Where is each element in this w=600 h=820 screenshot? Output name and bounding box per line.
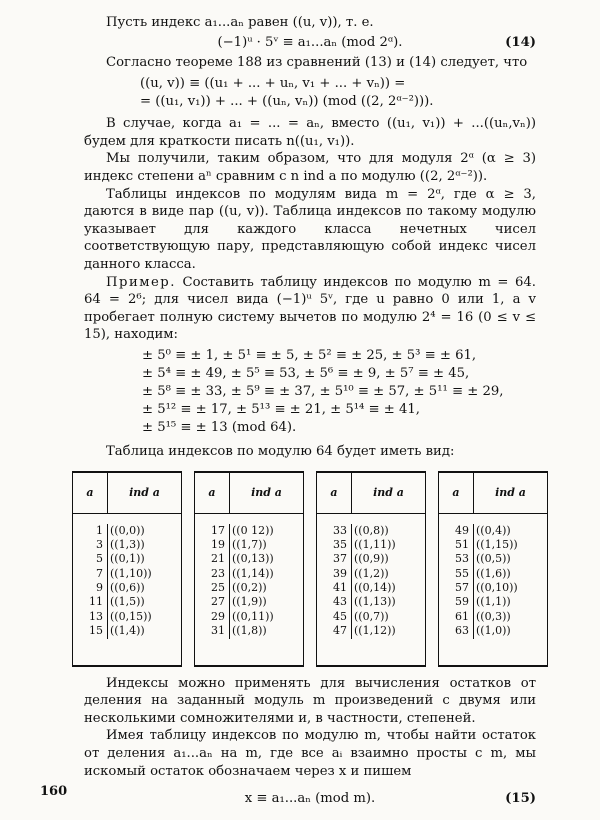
table-cell-a: 25 <box>211 581 225 595</box>
table-cell-a: 3 <box>96 537 103 551</box>
tables-paragraph: Таблицы индексов по модулям вида m = 2ᵅ, где α ≥ 3, даются в виде пар ((u, v)). Таблица индексов по такому модулю указывает для каждого класса нечетных чисел соответствующую пару, представляющую собой индекс чисел данного класса. <box>84 186 536 272</box>
case-paragraph: В случае, когда a₁ = ... = aₙ, вместо ((u₁, v₁)) + ...((uₙ,vₙ)) будем для краткости писать n((u₁, v₁)). <box>84 116 536 149</box>
a-column <box>195 524 229 639</box>
table-cell-a: 49 <box>455 523 469 537</box>
residues-block <box>132 347 536 437</box>
table-cell-a: 45 <box>333 609 347 623</box>
table-cell-ind: ((1,0)) <box>476 624 511 638</box>
sum-formula-line: = ((u₁, v₁)) + ... + ((uₙ, vₙ)) (mod ((2, 2ᵅ⁻²))). <box>140 94 434 110</box>
table-cell-ind: ((1,4)) <box>110 624 145 638</box>
table-cell-ind: ((1,12)) <box>354 624 396 638</box>
table-cell-a: 7 <box>96 566 103 580</box>
table-cell-a: 1 <box>96 523 103 537</box>
table-cell-ind: ((1,13)) <box>354 595 396 609</box>
table-cell-a: 51 <box>455 537 469 551</box>
residue-line: ± 5⁸ ≡ ± 33, ± 5⁹ ≡ ± 37, ± 5¹⁰ ≡ ± 57, ± 5¹¹ ≡ ± 29, <box>142 383 504 399</box>
header-ind: ind a <box>473 473 547 513</box>
formula-14-body: (−1)ᵘ · 5ᵛ ≡ a₁...aₙ (mod 2ᵅ). <box>217 34 403 50</box>
table-cell-a: 15 <box>89 624 103 638</box>
example-text: Составить таблицу индексов по модулю m = 64. 64 = 2⁶; для чисел вида (−1)ᵘ 5ᵛ, где u равно 0 или 1, а v пробегает полную систему вычетов по модулю 2⁴ = 16 (0 ≤ v ≤ 15), находим: <box>84 274 536 343</box>
page-number: 160 <box>40 784 68 799</box>
table-cell-a: 47 <box>333 624 347 638</box>
table-cell-a: 53 <box>455 552 469 566</box>
a-column <box>317 524 351 639</box>
table-cell-ind: ((0 12)) <box>232 523 274 537</box>
header-a: a <box>452 486 460 499</box>
table-cell-a: 61 <box>455 609 469 623</box>
formula-15-body: x ≡ a₁...aₙ (mod m). <box>244 791 376 807</box>
table-cell-ind: ((0,1)) <box>110 552 145 566</box>
theorem-text: Согласно теореме 188 из сравнений (13) и (14) следует, что <box>106 54 528 70</box>
intro-text: Пусть индекс a₁...aₙ равен ((u, v)), т. е. <box>106 15 374 30</box>
table-cell-ind: ((1,6)) <box>476 566 511 580</box>
header-ind: ind a <box>229 473 303 513</box>
table-cell-a: 19 <box>211 537 225 551</box>
table-cell-a: 39 <box>333 566 347 580</box>
table-cell-a: 27 <box>211 595 225 609</box>
table-cell-ind: ((1,5)) <box>110 595 145 609</box>
ind-column <box>107 524 181 639</box>
index-table-block <box>316 471 426 667</box>
table-cell-a: 13 <box>89 609 103 623</box>
residue-line: ± 5⁰ ≡ ± 1, ± 5¹ ≡ ± 5, ± 5² ≡ ± 25, ± 5³ ≡ ± 61, <box>142 347 477 363</box>
header-ind: ind a <box>107 473 181 513</box>
table-cell-a: 43 <box>333 595 347 609</box>
table-cell-ind: ((0,10)) <box>476 581 518 595</box>
table-cell-ind: ((0,4)) <box>476 523 511 537</box>
table-cell-a: 59 <box>455 595 469 609</box>
table-cell-a: 57 <box>455 581 469 595</box>
index-table-block <box>72 471 182 667</box>
table-cell-a: 21 <box>211 552 225 566</box>
index-table-block <box>438 471 548 667</box>
table-cell-a: 33 <box>333 523 347 537</box>
table-cell-a: 23 <box>211 566 225 580</box>
table-cell-a: 5 <box>96 552 103 566</box>
formula-15 <box>84 790 536 808</box>
example-label: Пример. <box>106 274 176 290</box>
header-a: a <box>330 486 338 499</box>
table-cell-a: 41 <box>333 581 347 595</box>
sum-formula <box>84 75 536 111</box>
table-cell-ind: ((0,15)) <box>110 609 152 623</box>
table-cell-ind: ((1,8)) <box>232 624 267 638</box>
table-cell-ind: ((1,15)) <box>476 537 518 551</box>
table-cell-ind: ((0,6)) <box>110 581 145 595</box>
table-cell-ind: ((1,9)) <box>232 595 267 609</box>
table-cell-ind: ((1,3)) <box>110 537 145 551</box>
table-cell-a: 31 <box>211 624 225 638</box>
having-paragraph: Имея таблицу индексов по модулю m, чтобы найти остаток от деления a₁...aₙ на m, где все aᵢ взаимно просты с m, мы искомый остаток обозначаем через x и пишем <box>84 728 536 779</box>
table-cell-a: 37 <box>333 552 347 566</box>
table-cell-ind: ((0,0)) <box>110 523 145 537</box>
ind-column <box>229 524 303 639</box>
table-cell-a: 63 <box>455 624 469 638</box>
table-cell-ind: ((0,13)) <box>232 552 274 566</box>
usage-paragraph: Индексы можно применять для вычисления остатков от деления на заданный модуль m произведений с двумя или несколькими сомножителями и, в частности, степеней. <box>84 675 536 726</box>
table-cell-ind: ((0,7)) <box>354 609 389 623</box>
table-cell-ind: ((0,11)) <box>232 609 274 623</box>
table-cell-ind: ((1,2)) <box>354 566 389 580</box>
equation-number-15: (15) <box>505 791 536 807</box>
example-paragraph <box>84 274 536 344</box>
table-cell-ind: ((1,14)) <box>232 566 274 580</box>
table-cell-a: 29 <box>211 609 225 623</box>
header-a: a <box>86 486 94 499</box>
sum-formula-line: ((u, v)) ≡ ((u₁ + ... + uₙ, v₁ + ... + vₙ)) = <box>140 76 406 92</box>
index-table-block <box>194 471 304 667</box>
obtained-paragraph: Мы получили, таким образом, что для модуля 2ᵅ (α ≥ 3) индекс степени aⁿ сравним с n ind a по модулю ((2, 2ᵅ⁻²)). <box>84 151 536 184</box>
a-column <box>439 524 473 639</box>
table-cell-ind: ((1,10)) <box>110 566 152 580</box>
index-table <box>72 471 548 667</box>
table-cell-a: 11 <box>89 595 103 609</box>
ind-column <box>351 524 425 639</box>
table-cell-a: 35 <box>333 537 347 551</box>
header-a: a <box>208 486 216 499</box>
residue-line: ± 5¹⁵ ≡ ± 13 (mod 64). <box>142 419 297 435</box>
a-column <box>73 524 107 639</box>
table-cell-a: 17 <box>211 523 225 537</box>
residue-line: ± 5⁴ ≡ ± 49, ± 5⁵ ≡ 53, ± 5⁶ ≡ ± 9, ± 5⁷ ≡ ± 45, <box>142 365 470 381</box>
table-cell-ind: ((1,7)) <box>232 537 267 551</box>
table-cell-ind: ((0,3)) <box>476 609 511 623</box>
table-cell-ind: ((0,14)) <box>354 581 396 595</box>
ind-column <box>473 524 547 639</box>
table-cell-a: 9 <box>96 581 103 595</box>
formula-14 <box>84 34 536 52</box>
equation-number-14: (14) <box>505 34 536 50</box>
table-cell-ind: ((0,5)) <box>476 552 511 566</box>
header-ind: ind a <box>351 473 425 513</box>
table-cell-ind: ((0,9)) <box>354 552 389 566</box>
table-cell-ind: ((1,1)) <box>476 595 511 609</box>
table-caption: Таблица индексов по модулю 64 будет иметь вид: <box>106 443 455 459</box>
residue-line: ± 5¹² ≡ ± 17, ± 5¹³ ≡ ± 21, ± 5¹⁴ ≡ ± 41, <box>142 401 420 417</box>
table-cell-ind: ((0,2)) <box>232 581 267 595</box>
table-cell-ind: ((0,8)) <box>354 523 389 537</box>
table-cell-a: 55 <box>455 566 469 580</box>
table-cell-ind: ((1,11)) <box>354 537 396 551</box>
